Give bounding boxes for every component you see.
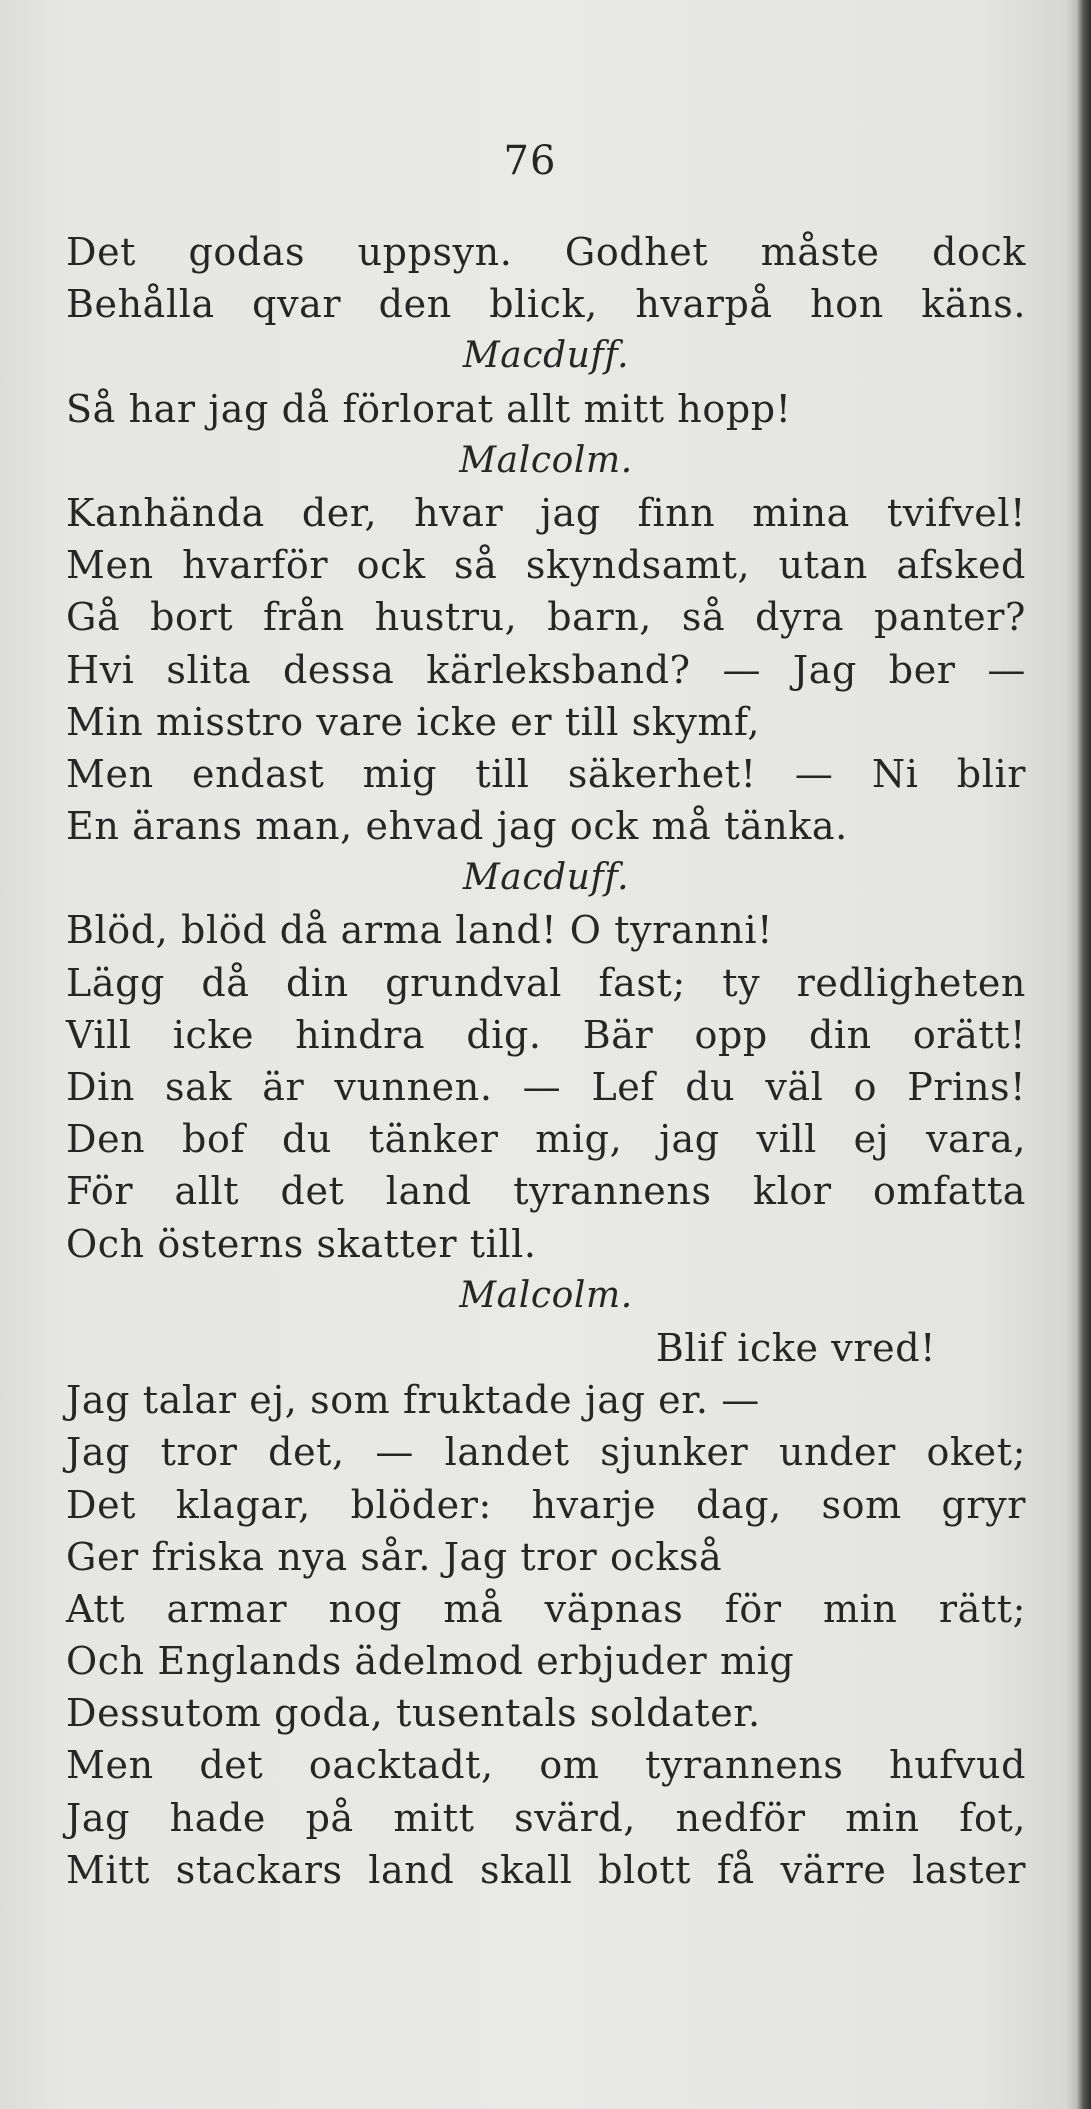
text-line: Din sak är vunnen. — Lef du väl o Prins! [66,1065,1026,1109]
text-line: Hvi slita dessa kärleksband? — Jag ber — [66,647,1026,692]
text-line: Behålla qvar den blick, hvarpå hon käns. [66,282,1026,327]
text-line: Jag hade på mitt svärd, nedför min fot, [66,1795,1026,1840]
text-line: Men hvarför ock så skyndsamt, utan afsked [66,543,1026,588]
text-line: En ärans man, ehvad jag ock må tänka. [66,804,848,849]
text-line: Men det oacktadt, om tyrannens hufvud [66,1743,1026,1788]
text-line: Lägg då din grundval fast; ty redligheten [66,960,1026,1005]
text-line: Vill icke hindra dig. Bär opp din orätt! [66,1012,1026,1057]
text-line: Jag talar ej, som fruktade jag er. — [66,1378,760,1423]
text-line: Och österns skatter till. [66,1221,537,1266]
text-line: Blöd, blöd då arma land! O tyranni! [66,908,773,953]
speaker-name: Malcolm. [459,1274,633,1316]
text-line: Men endast mig till säkerhet! — Ni blir [66,751,1026,796]
text-line: Blif icke vred! [655,1325,936,1370]
text-line: Ger friska nya sår. Jag tror också [66,1534,723,1579]
speaker-name: Malcolm. [459,439,633,481]
text-line: Det klagar, blöder: hvarje dag, som gryr [66,1482,1026,1527]
text-line: För allt det land tyrannens klor omfatta [66,1169,1026,1214]
text-line: Mitt stackars land skall blott få värre laster [66,1847,1026,1892]
text-line: Jag tror det, — landet sjunker under oket; [66,1430,1026,1475]
text-line: Min misstro vare icke er till skymf, [66,699,761,744]
text-line: Att armar nog må väpnas för min rätt; [66,1586,1026,1631]
text-line: Kanhända der, hvar jag finn mina tvifvel! [66,490,1026,535]
book-spine-edge [1065,0,1091,2109]
page-number: 76 [503,138,557,184]
speaker-name: Macduff. [462,335,630,377]
text-line: Och Englands ädelmod erbjuder mig [66,1639,795,1684]
text-line: Den bof du tänker mig, jag vill ej vara, [66,1117,1026,1162]
text-line: Dessutom goda, tusentals soldater. [66,1691,761,1736]
text-line: Det godas uppsyn. Godhet måste dock [66,230,1026,274]
play-text [66,226,1026,1896]
speaker-name: Macduff. [462,857,630,899]
text-line: Så har jag då förlorat allt mitt hopp! [66,386,792,431]
text-line: Gå bort från hustru, barn, så dyra panter? [66,595,1026,640]
